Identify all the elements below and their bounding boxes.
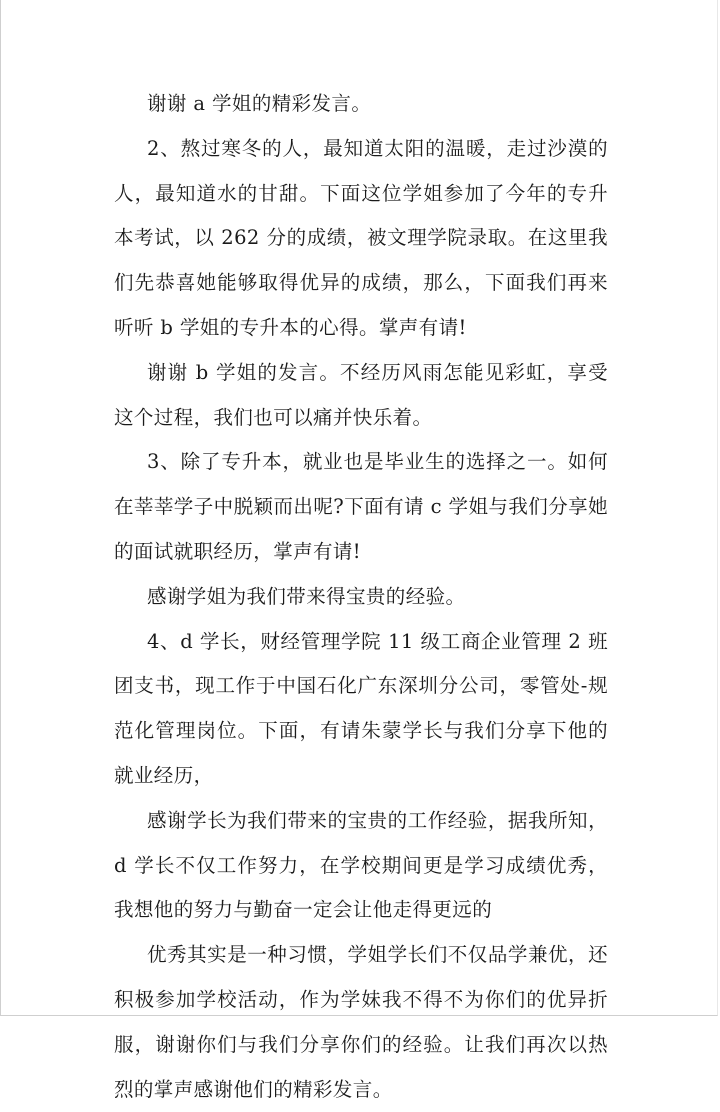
paragraph-thanks-a: 谢谢 a 学姐的精彩发言。 (147, 92, 372, 115)
paragraph-closing: 优秀其实是一种习惯，学姐学长们不仅品学兼优，还积极参加学校活动，作为学妹我不得不为你们的优异折服，谢谢你们与我们分享你们的经验。让我们再次以热烈的掌声感谢他们的精彩发言。 (114, 943, 608, 1101)
paragraph-thanks-d: 感谢学长为我们带来的宝贵的工作经验，据我所知，d 学长不仅工作努力，在学校期间更是学习成绩优秀，我想他的努力与勤奋一定会让他走得更远的 (114, 808, 608, 922)
paragraph-item-2: 2、熬过寒冬的人，最知道太阳的温暖，走过沙漠的人，最知道水的甘甜。下面这位学姐参加了今年的专升本考试，以 262 分的成绩，被文理学院录取。在这里我们先恭喜她能够取得优异的成绩，那么，下面我们再来听听 b 学姐的专升本的心得。掌声有请! (114, 136, 608, 339)
paragraph-item-3: 3、除了专升本，就业也是毕业生的选择之一。如何在莘莘学子中脱颖而出呢?下面有请 c 学姐与我们分享她的面试就职经历，掌声有请! (114, 450, 608, 563)
paragraph-thanks-c: 感谢学姐为我们带来得宝贵的经验。 (147, 584, 466, 608)
paragraph-thanks-b: 谢谢 b 学姐的发言。不经历风雨怎能见彩虹，享受这个过程，我们也可以痛并快乐着。 (114, 360, 608, 429)
paragraph-item-4: 4、d 学长，财经管理学院 11 级工商企业管理 2 班团支书，现工作于中国石化广东深圳分公司，零管处-规范化管理岗位。下面，有请朱蒙学长与我们分享下他的就业经历， (114, 629, 608, 787)
document-body (114, 82, 608, 1112)
